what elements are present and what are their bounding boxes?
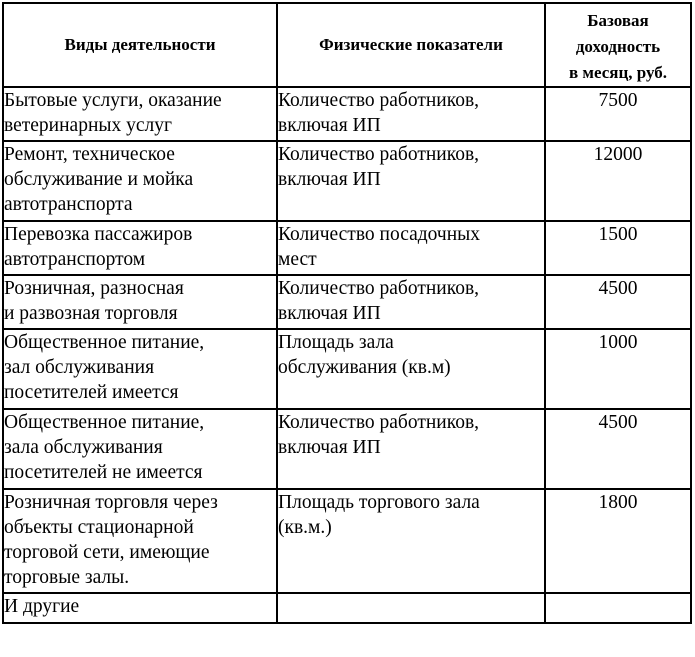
activity-line: автотранспортом <box>4 249 146 270</box>
activity-line: Перевозка пассажиров <box>4 224 193 245</box>
indicator-cell <box>277 87 545 141</box>
activity-line: Бытовые услуги, оказание <box>4 90 222 111</box>
activity-line: и развозная торговля <box>4 303 178 324</box>
indicator-cell <box>277 593 545 623</box>
value-cell: 1500 <box>545 221 691 275</box>
indicator-line: Количество работников, <box>278 412 480 433</box>
activity-cell <box>3 221 277 275</box>
activity-line: посетителей имеется <box>4 382 179 403</box>
value-cell <box>545 593 691 623</box>
value-cell: 1800 <box>545 489 691 593</box>
indicator-cell <box>277 141 545 221</box>
indicator-cell <box>277 329 545 409</box>
activity-line: И другие <box>4 596 80 617</box>
indicator-line: обслуживания (кв.м) <box>278 357 451 378</box>
value-cell: 4500 <box>545 409 691 489</box>
activity-cell <box>3 275 277 329</box>
indicator-cell <box>277 489 545 593</box>
activity-line: зала обслуживания <box>4 437 163 458</box>
indicator-line: мест <box>278 249 317 270</box>
indicator-line: Количество работников, <box>278 144 480 165</box>
header-base-income <box>545 3 691 87</box>
indicator-line: Площадь торгового зала <box>278 492 480 513</box>
activity-cell <box>3 489 277 593</box>
activity-line: объекты стационарной <box>4 517 194 538</box>
value-cell: 4500 <box>545 275 691 329</box>
activity-cell <box>3 329 277 409</box>
indicator-line: Количество посадочных <box>278 224 480 245</box>
value-cell: 7500 <box>545 87 691 141</box>
activity-line: Ремонт, техническое <box>4 144 175 165</box>
indicator-line: включая ИП <box>278 437 381 458</box>
indicator-cell <box>277 275 545 329</box>
activity-line: Общественное питание, <box>4 332 205 353</box>
activity-cell <box>3 87 277 141</box>
activity-line: торговой сети, имеющие <box>4 542 210 563</box>
table-row <box>3 489 691 593</box>
indicator-line: включая ИП <box>278 115 381 136</box>
table-row <box>3 275 691 329</box>
activity-cell <box>3 409 277 489</box>
table-row <box>3 221 691 275</box>
value-cell: 12000 <box>545 141 691 221</box>
table-row <box>3 141 691 221</box>
indicator-line: включая ИП <box>278 303 381 324</box>
income-table <box>2 2 692 624</box>
activity-line: Розничная торговля через <box>4 492 218 513</box>
indicator-line: Количество работников, <box>278 90 480 111</box>
header-base-income-line: в месяц, руб. <box>568 63 668 82</box>
table-row <box>3 409 691 489</box>
indicator-line: Количество работников, <box>278 278 480 299</box>
table-row <box>3 329 691 409</box>
activity-line: автотранспорта <box>4 194 133 215</box>
activity-line: обслуживание и мойка <box>4 169 194 190</box>
table-header-row <box>3 3 691 87</box>
indicator-line: Площадь зала <box>278 332 394 353</box>
indicator-line: включая ИП <box>278 169 381 190</box>
activity-line: посетителей не имеется <box>4 462 203 483</box>
header-activity: Виды деятельности <box>3 3 277 87</box>
table-row <box>3 87 691 141</box>
header-indicator: Физические показатели <box>277 3 545 87</box>
header-base-income-line: доходность <box>575 37 661 56</box>
activity-line: торговые залы. <box>4 567 130 588</box>
indicator-line: (кв.м.) <box>278 517 332 538</box>
activity-line: Общественное питание, <box>4 412 205 433</box>
header-base-income-line: Базовая <box>587 11 649 30</box>
activity-line: Розничная, разносная <box>4 278 184 299</box>
value-cell: 1000 <box>545 329 691 409</box>
activity-line: зал обслуживания <box>4 357 155 378</box>
indicator-cell <box>277 221 545 275</box>
activity-cell <box>3 593 277 623</box>
indicator-cell <box>277 409 545 489</box>
table-row <box>3 593 691 623</box>
activity-cell <box>3 141 277 221</box>
activity-line: ветеринарных услуг <box>4 115 172 136</box>
